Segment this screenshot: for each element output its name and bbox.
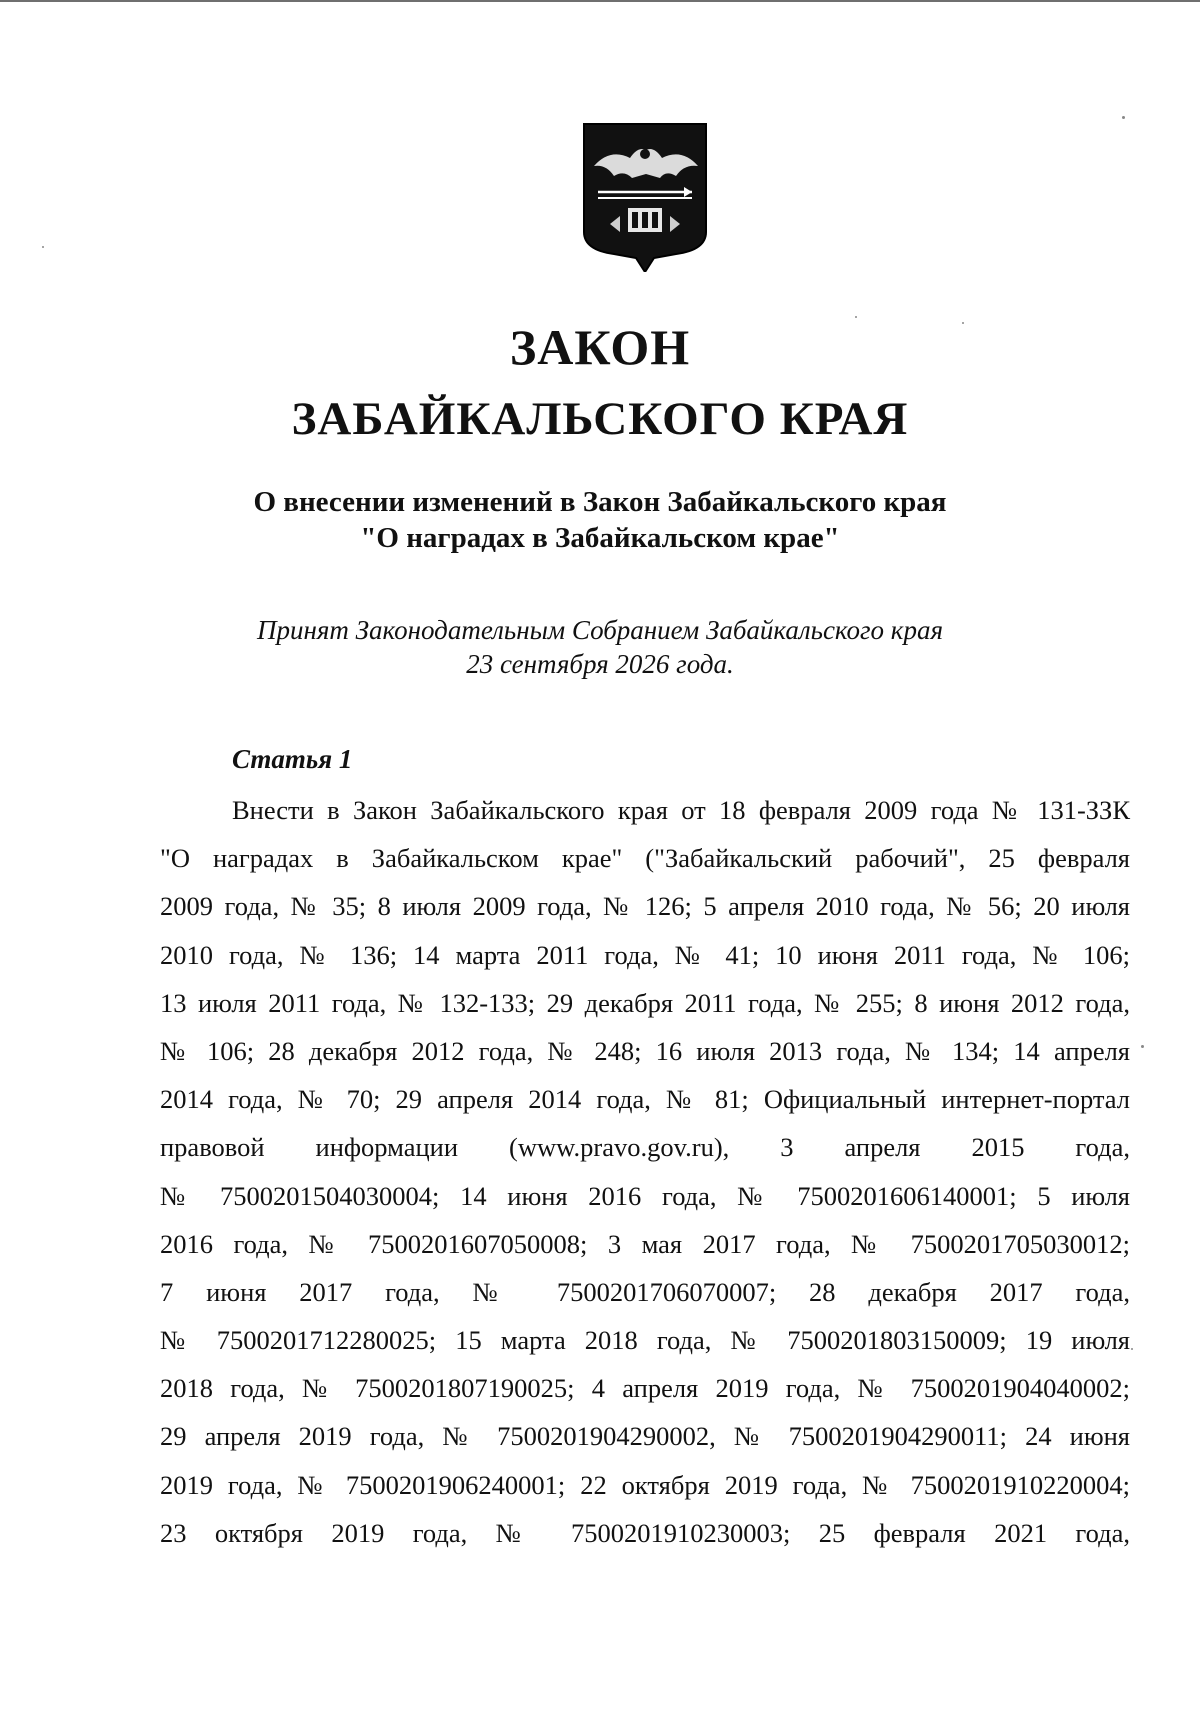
scan-speck xyxy=(855,316,857,318)
coat-of-arms-icon xyxy=(580,120,710,272)
body-line: 2010 года, № 136; 14 марта 2011 года, № 41; 10 июня 2011 года, № 106; xyxy=(160,939,1130,970)
body-line: Внести в Закон Забайкальского края от 18 февраля 2009 года № 131-ЗЗК xyxy=(232,795,1130,825)
article-heading: Статья 1 xyxy=(232,744,353,774)
body-line: 2009 года, № 35; 8 июля 2009 года, № 126; 5 апреля 2010 года, № 56; 20 июля xyxy=(160,891,1130,922)
law-subtitle-line-1: О внесении изменений в Закон Забайкальского края xyxy=(253,486,947,518)
body-line: 2018 года, № 7500201807190025; 4 апреля 2019 года, № 7500201904040002; xyxy=(160,1373,1130,1404)
page-top-border xyxy=(0,0,1200,2)
body-line: № 7500201504030004; 14 июня 2016 года, № 7500201606140001; 5 июля xyxy=(160,1180,1130,1211)
body-line: 29 апреля 2019 года, № 7500201904290002, № 7500201904290011; 24 июня xyxy=(160,1421,1130,1452)
scan-speck xyxy=(1141,1045,1144,1048)
law-title: ЗАКОН xyxy=(509,319,691,375)
adoption-note-line-1: Принят Законодательным Собранием Забайкальского края xyxy=(256,615,943,645)
body-line: 2016 года, № 7500201607050008; 3 мая 2017 года, № 7500201705030012; xyxy=(160,1228,1130,1259)
body-line: правовой информации (www.pravo.gov.ru), 3 апреля 2015 года, xyxy=(160,1132,1130,1163)
body-line: № 106; 28 декабря 2012 года, № 248; 16 июля 2013 года, № 134; 14 апреля xyxy=(160,1035,1130,1066)
scan-speck xyxy=(962,322,964,324)
scan-speck xyxy=(1131,1348,1133,1350)
article-body xyxy=(160,786,1130,1557)
body-line: 2019 года, № 7500201906240001; 22 октября 2019 года, № 7500201910220004; xyxy=(160,1469,1130,1500)
body-line: 2014 года, № 70; 29 апреля 2014 года, № 81; Официальный интернет-портал xyxy=(160,1084,1130,1115)
law-subtitle-line-2: "О наградах в Забайкальском крае" xyxy=(360,522,840,554)
scan-speck xyxy=(42,246,44,248)
law-region-title: ЗАБАЙКАЛЬСКОГО КРАЯ xyxy=(291,393,909,445)
adoption-date-line: 23 сентября 2026 года. xyxy=(466,649,734,679)
body-line: 23 октября 2019 года, № 7500201910230003; 25 февраля 2021 года, xyxy=(160,1517,1130,1548)
body-line: "О наградах в Забайкальском крае" ("Забайкальский рабочий", 25 февраля xyxy=(160,843,1130,874)
body-line: 13 июля 2011 года, № 132-133; 29 декабря 2011 года, № 255; 8 июня 2012 года, xyxy=(160,987,1130,1018)
scan-speck xyxy=(1122,116,1125,119)
body-line: № 7500201712280025; 15 марта 2018 года, № 7500201803150009; 19 июля xyxy=(160,1325,1130,1356)
body-line: 7 июня 2017 года, № 7500201706070007; 28 декабря 2017 года, xyxy=(160,1276,1130,1307)
